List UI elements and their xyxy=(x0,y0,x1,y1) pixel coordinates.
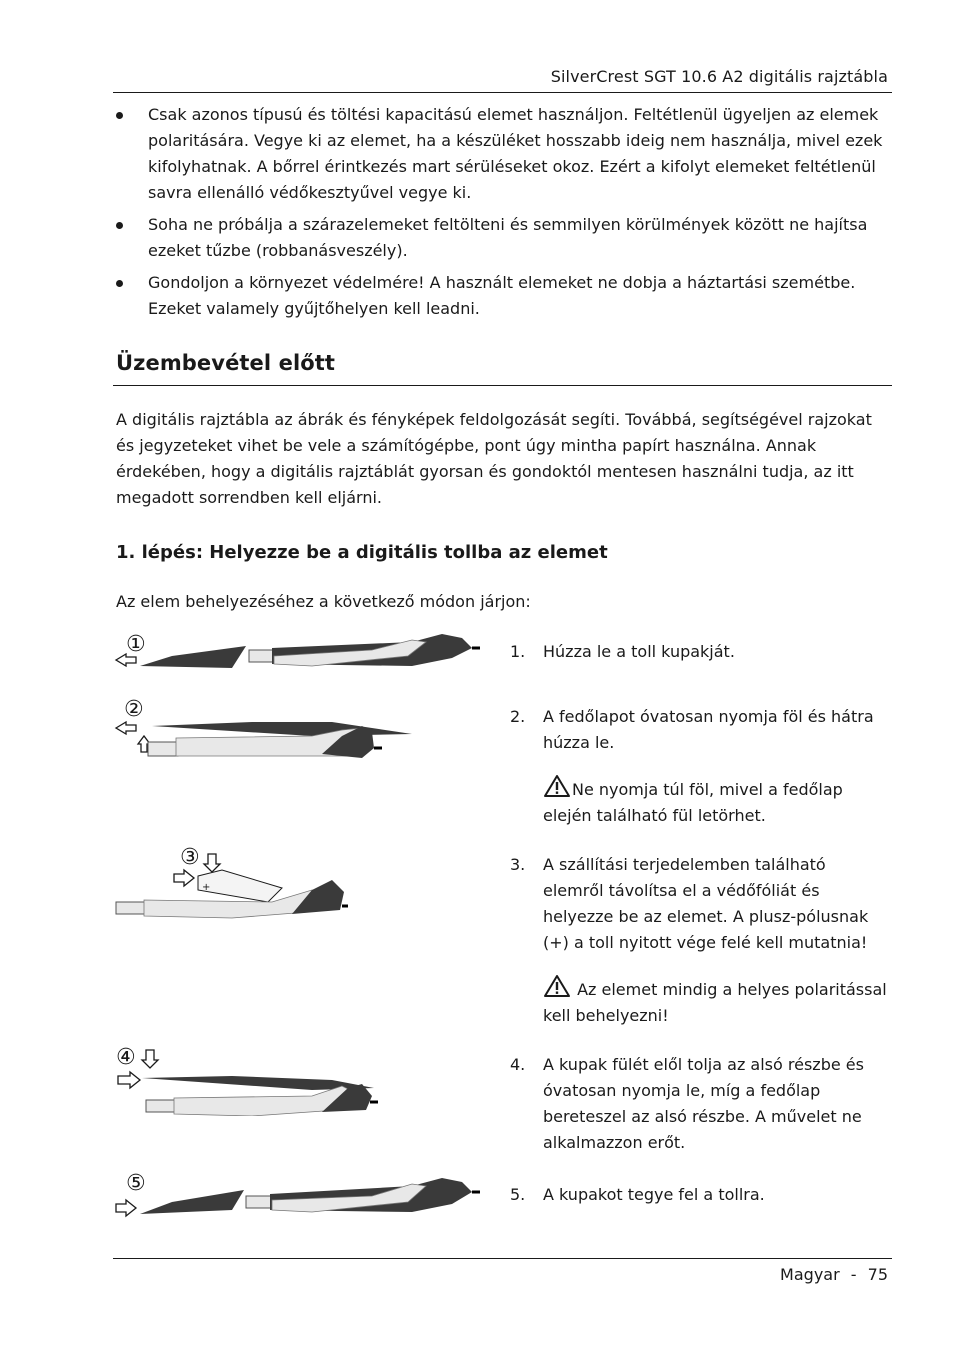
step-item-5 xyxy=(510,1182,890,1208)
running-header: SilverCrest SGT 10.6 A2 digitális rajztábla xyxy=(550,67,888,86)
pen-cap xyxy=(140,1190,244,1214)
warning-triangle-icon xyxy=(543,774,571,798)
footer-separator: - xyxy=(850,1265,857,1284)
pen-tip xyxy=(116,902,146,914)
down-arrow-icon xyxy=(204,854,220,872)
pen-figure-2 xyxy=(112,692,492,764)
page-footer xyxy=(780,1265,888,1284)
figure-marker: ④ xyxy=(116,1045,136,1070)
figure-marker: ② xyxy=(124,697,144,722)
step-number: 1. xyxy=(510,642,526,661)
down-arrow-icon xyxy=(142,1050,158,1068)
step-lead: Az elem behelyezéséhez a következő módon járjon: xyxy=(116,592,531,611)
page-number: 75 xyxy=(867,1265,888,1284)
pen-figure-5 xyxy=(112,1168,492,1222)
figure-marker: ⑤ xyxy=(126,1171,146,1196)
footer-language: Magyar xyxy=(780,1265,840,1284)
left-arrow-icon xyxy=(116,722,136,734)
right-arrow-icon xyxy=(116,1200,136,1216)
bullet-text: Soha ne próbálja a szárazelemeket feltölteni és semmilyen körülmények között ne hajítsa ezeket tűzbe (robbanásveszély). xyxy=(148,215,868,260)
step-number: 3. xyxy=(510,855,526,874)
battery xyxy=(198,870,282,902)
figure-marker: ① xyxy=(126,632,146,657)
bullet-item xyxy=(113,270,892,322)
pen-figure-3 xyxy=(112,840,492,924)
step-text: A szállítási terjedelemben található elemről távolítsa el a védőfóliát és helyezze be az elemet. A plusz-pólusnak (+) a toll nyitott vége felé kell mutatnia! xyxy=(543,855,869,952)
step-item-3 xyxy=(510,852,890,956)
warning-note-1 xyxy=(543,774,888,829)
warning-note-2 xyxy=(543,974,888,1029)
pen-figure-4 xyxy=(112,1040,492,1116)
pen-tip xyxy=(246,1196,272,1208)
warning-triangle-icon xyxy=(543,974,571,998)
step-number: 2. xyxy=(510,707,526,726)
safety-bullet-list xyxy=(113,102,892,328)
step-text: Húzza le a toll kupakját. xyxy=(543,642,735,661)
section-title: Üzembevétel előtt xyxy=(116,351,336,375)
bullet-dot xyxy=(116,112,123,119)
warning-text: Ne nyomja túl föl, mivel a fedőlap elején található fül letörhet. xyxy=(543,780,843,825)
pen-cover-lifted xyxy=(152,722,412,736)
step-number: 5. xyxy=(510,1185,526,1204)
bullet-dot xyxy=(116,280,123,287)
right-arrow-icon xyxy=(174,870,194,886)
figure-marker: ③ xyxy=(180,845,200,870)
warning-text: Az elemet mindig a helyes polaritással kell behelyezni! xyxy=(543,980,887,1025)
pen-figure-1 xyxy=(112,628,492,676)
bullet-text: Gondoljon a környezet védelmére! A használt elemeket ne dobja a háztartási szemétbe. Ezeket valamely gyűjtőhelyen kell leadni. xyxy=(148,273,856,318)
step-title: 1. lépés: Helyezze be a digitális tollba az elemet xyxy=(116,542,608,563)
step-item-2 xyxy=(510,704,890,756)
step-text: A kupakot tegye fel a tollra. xyxy=(543,1185,765,1204)
header-rule xyxy=(113,92,892,93)
right-arrow-icon xyxy=(118,1072,140,1088)
pen-tip xyxy=(249,650,275,662)
bullet-item xyxy=(113,102,892,206)
bullet-item xyxy=(113,212,892,264)
pen-tip xyxy=(148,742,178,756)
step-text: A kupak fülét elől tolja az alsó részbe és óvatosan nyomja le, míg a fedőlap bereteszel az alsó részbe. A művelet ne alkalmazzon erőt. xyxy=(543,1055,864,1152)
intro-paragraph: A digitális rajztábla az ábrák és fényképek feldolgozását segíti. Továbbá, segítségével rajzokat és jegyzeteket vihet be vele a számítógépbe, pont úgy mintha papírt használna. Annak érdekében, hogy a digitális rajztáblát gyorsan és gondoktól mentesen használni tudja, az itt megadott sorrendben kell eljárni. xyxy=(116,410,872,507)
section-rule xyxy=(113,385,892,386)
step-text: A fedőlapot óvatosan nyomja föl és hátra húzza le. xyxy=(543,707,874,752)
footer-rule xyxy=(113,1258,892,1259)
step-number: 4. xyxy=(510,1055,526,1074)
bullet-text: Csak azonos típusú és töltési kapacitású elemet használjon. Feltétlenül ügyeljen az elemek polaritására. Vegye ki az elemet, ha a készüléket hosszabb ideig nem használja, mivel ezek kifolyhatnak. A bőrrel érintkezés mart sérüléseket okoz. Ezért a kifolyt elemeket feltétlenül savra ellenálló védőkesztyűvel vegye ki. xyxy=(148,105,883,202)
bullet-dot xyxy=(116,222,123,229)
svg-text:+: + xyxy=(202,882,211,893)
pen-cap xyxy=(140,646,246,668)
pen-tip xyxy=(146,1100,176,1112)
step-item-4 xyxy=(510,1052,890,1156)
step-item-1 xyxy=(510,639,890,665)
